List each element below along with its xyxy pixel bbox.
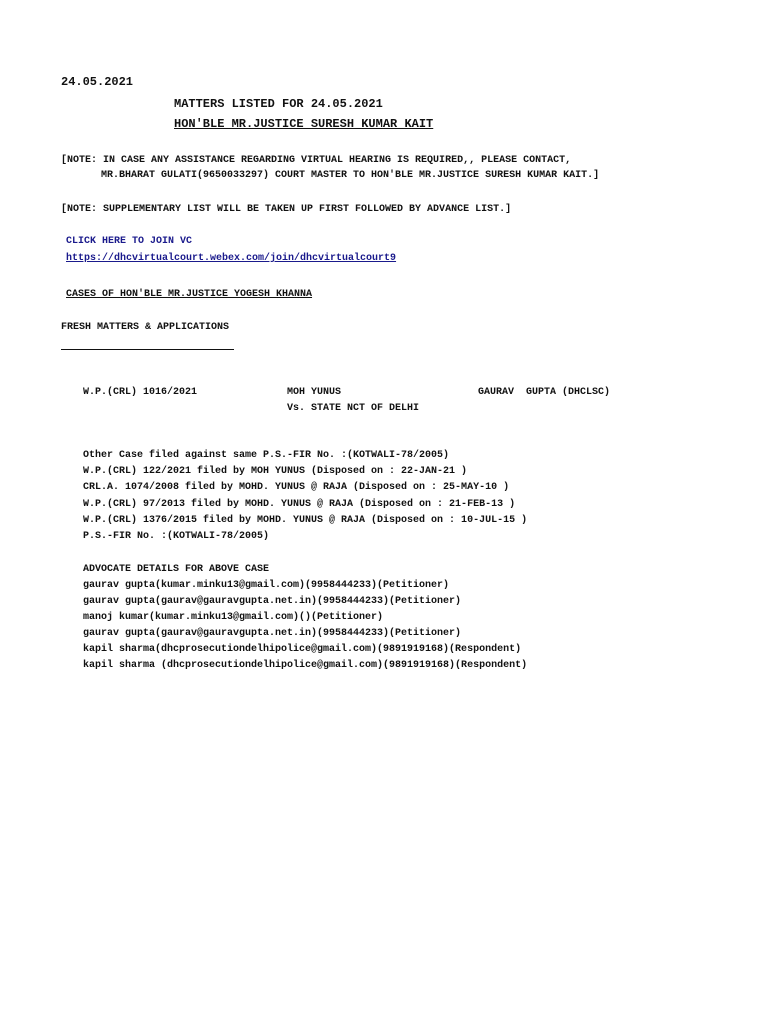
page-title: MATTERS LISTED FOR 24.05.2021	[174, 97, 383, 111]
other-case-line: CRL.A. 1074/2008 filed by MOHD. YUNUS @ RAJA (Disposed on : 25-MAY-10 )	[83, 482, 510, 493]
join-vc-link[interactable]: CLICK HERE TO JOIN VC	[66, 236, 193, 247]
note-assistance-line1: [NOTE: IN CASE ANY ASSISTANCE REGARDING VIRTUAL HEARING IS REQUIRED,, PLEASE CONTACT,	[61, 155, 572, 166]
note-assistance-line2: MR.BHARAT GULATI(9650033297) COURT MASTER TO HON'BLE MR.JUSTICE SURESH KUMAR KAIT.]	[101, 170, 600, 181]
case-advocate: GAURAV GUPTA (DHCLSC)	[478, 387, 611, 398]
advocate-line: gaurav gupta(kumar.minku13@gmail.com)(9958444233)(Petitioner)	[83, 580, 450, 591]
advocate-line: kapil sharma(dhcprosecutiondelhipolice@gmail.com)(9891919168)(Respondent)	[83, 644, 522, 655]
case-petitioner: MOH YUNUS	[287, 387, 342, 398]
other-case-line: Other Case filed against same P.S.-FIR No. :(KOTWALI-78/2005)	[83, 450, 450, 461]
advocate-line: gaurav gupta(gaurav@gauravgupta.net.in)(9958444233)(Petitioner)	[83, 628, 462, 639]
note-supplementary: [NOTE: SUPPLEMENTARY LIST WILL BE TAKEN UP FIRST FOLLOWED BY ADVANCE LIST.]	[61, 204, 512, 215]
section-divider	[61, 349, 234, 350]
list-date: 24.05.2021	[61, 75, 134, 89]
advocate-line: manoj kumar(kumar.minku13@gmail.com)()(Petitioner)	[83, 612, 384, 623]
judge-name: HON'BLE MR.JUSTICE SURESH KUMAR KAIT	[174, 117, 434, 131]
advocate-details-heading: ADVOCATE DETAILS FOR ABOVE CASE	[83, 564, 270, 575]
cases-of-heading: CASES OF HON'BLE MR.JUSTICE YOGESH KHANNA	[66, 289, 313, 300]
advocate-line: gaurav gupta(gaurav@gauravgupta.net.in)(9958444233)(Petitioner)	[83, 596, 462, 607]
vc-url-link[interactable]: https://dhcvirtualcourt.webex.com/join/dhcvirtualcourt9	[66, 253, 397, 264]
other-case-line: W.P.(CRL) 122/2021 filed by MOH YUNUS (Disposed on : 22-JAN-21 )	[83, 466, 468, 477]
other-case-line: P.S.-FIR No. :(KOTWALI-78/2005)	[83, 531, 270, 542]
advocate-line: kapil sharma (dhcprosecutiondelhipolice@gmail.com)(9891919168)(Respondent)	[83, 660, 528, 671]
fresh-matters-heading: FRESH MATTERS & APPLICATIONS	[61, 322, 230, 333]
other-case-line: W.P.(CRL) 97/2013 filed by MOHD. YUNUS @ RAJA (Disposed on : 21-FEB-13 )	[83, 499, 516, 510]
other-case-line: W.P.(CRL) 1376/2015 filed by MOHD. YUNUS @ RAJA (Disposed on : 10-JUL-15 )	[83, 515, 528, 526]
case-respondent: Vs. STATE NCT OF DELHI	[287, 403, 420, 414]
case-number: W.P.(CRL) 1016/2021	[83, 387, 198, 398]
